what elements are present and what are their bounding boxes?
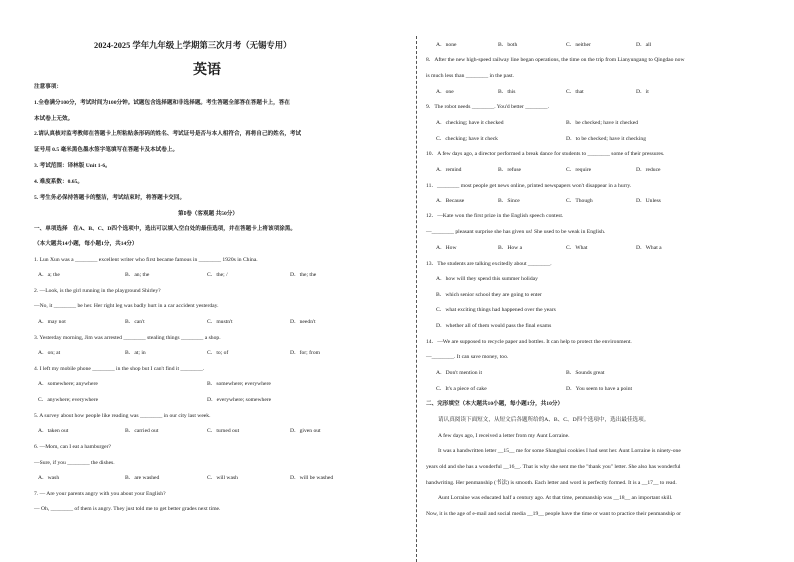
cloze-line: years old and she has a wonderful __16__. That is why she sent me the "thank you" letter. She also has wonderful: [426, 464, 681, 470]
option[interactable]: B．somewhere; everywhere: [207, 381, 271, 387]
part1-heading: 第Ⅰ卷（客观题 共50分）: [178, 211, 238, 217]
exam-title: 2024-2025 学年九年级上学期第三次月考（无锡专用）: [94, 41, 292, 50]
notes-heading: 注意事项：: [34, 84, 62, 90]
question-stem: 9．The robot needs ________. You'd better ________.: [426, 104, 549, 110]
question-stem: —Sure, if you ________ the dishes.: [34, 460, 115, 466]
cloze-line: Now, it is the age of e-mail and social media __19__ people have the time or want to practice their penmanship or: [426, 511, 682, 517]
option[interactable]: A．remind: [436, 167, 462, 173]
question-stem: 1. Lun Xun was a ________ excellent writer who first became famous in ________ 1920s in China.: [34, 257, 258, 263]
cloze-line: Aunt Lorraine was educated half a century ago. At that time, penmanship was __18__ an important skill.: [438, 495, 673, 501]
section-note: （本大题共14小题，每小题1分，共14分）: [34, 241, 138, 247]
question-stem: 5. A survey about how people like reading was ________ in our city last week.: [34, 413, 211, 419]
note-item: 1.全卷满分100分，考试时间为100分钟。试题包含选择题和非选择题。考生答题全部答在答题卡上，答在: [34, 100, 290, 106]
section-title: 一、单项选择 在A、B、C、D四个选项中，选出可以填入空白处的最佳选项，并在答题卡上将该项涂黑。: [34, 226, 296, 232]
option[interactable]: A．wash: [38, 475, 60, 481]
option[interactable]: A．how will they spend this summer holiday: [436, 276, 538, 282]
option[interactable]: C．require: [566, 167, 592, 173]
option[interactable]: D．reduce: [636, 167, 661, 173]
cloze-line: It was a handwritten letter __15__ me for some Shanghai cookies I had sent her. Aunt Lorraine is ninety-one: [438, 448, 681, 454]
option[interactable]: B．an; the: [125, 272, 150, 278]
question-stem: 11．________ most people get news online, printed newspapers won't disappear in a hurry.: [426, 183, 632, 189]
question-stem: 8．After the new high-speed railway line began operations, the time on the trip from Lianyungang to Qingdao now: [426, 57, 685, 63]
option[interactable]: C．It's a piece of cake: [436, 386, 487, 392]
option[interactable]: C．the; /: [207, 272, 228, 278]
option[interactable]: B．are washed: [125, 475, 160, 481]
option[interactable]: A．none: [436, 42, 457, 48]
option[interactable]: C．what exciting things had happened over the years: [436, 307, 556, 313]
option[interactable]: D．whether all of them would pass the final exams: [436, 323, 552, 329]
question-stem: 4. I left my mobile phone ________ in the shop but I can't find it ________.: [34, 366, 205, 372]
note-item: 证号用 0.5 毫米黑色墨水签字笔填写在答题卡及本试卷上。: [34, 147, 179, 153]
option[interactable]: A．one: [436, 89, 454, 95]
column-divider: [416, 36, 417, 562]
question-stem: —No, it ________ be her. Her right leg was badly hurt in a car accident yesterday.: [34, 303, 219, 309]
cloze-heading: 二、完形填空（本大题共10小题，每小题1分，共10分）: [426, 401, 564, 407]
option[interactable]: C．Though: [566, 198, 593, 204]
note-item: 3. 考试范围：译林版 Unit 1-6。: [34, 163, 111, 169]
option[interactable]: B．carried out: [125, 428, 159, 434]
option[interactable]: D．it: [636, 89, 649, 95]
option[interactable]: D．given out: [290, 428, 321, 434]
option[interactable]: A．a; the: [38, 272, 60, 278]
option[interactable]: C．neither: [566, 42, 591, 48]
note-item: 2.请认真核对监考教师在答题卡上所粘贴条形码的姓名、考试证号是否与本人相符合，再将自己的姓名，考试: [34, 131, 302, 137]
question-stem: is much less than ________ in the past.: [426, 73, 514, 79]
subject-title: 英语: [193, 63, 221, 78]
cloze-line: handwriting. Her penmanship (书法) is smooth. Each letter and word is perfectly formed. It is a __17__ to read.: [426, 480, 677, 486]
question-stem: 14．—We are supposed to recycle paper and bottles. It can help to protect the environment.: [426, 339, 632, 345]
option[interactable]: D．everywhere; somewhere: [207, 397, 272, 403]
option[interactable]: C．turned out: [207, 428, 240, 434]
option[interactable]: C．mustn't: [207, 319, 233, 325]
option[interactable]: B．be checked; have it checked: [566, 120, 639, 126]
question-stem: 3. Yesterday morning, Jim was arrested ________ stealing things ________ a shop.: [34, 335, 221, 341]
option[interactable]: B．which senior school they are going to enter: [436, 292, 542, 298]
option[interactable]: C．What: [566, 245, 588, 251]
option[interactable]: B．Sounds great: [566, 370, 605, 376]
question-stem: 2. —Look, is the girl running in the playground Shirley?: [34, 288, 161, 294]
option[interactable]: D．to be checked; have it checking: [566, 136, 646, 142]
option[interactable]: C．to; of: [207, 350, 229, 356]
note-item: 5. 考生务必保持答题卡的整洁，考试结束时，将答题卡交回。: [34, 195, 186, 201]
question-stem: 10．A few days ago, a director performed a break dance for students to ________ some of their pressures.: [426, 151, 665, 157]
question-stem: —________. It can save money, too.: [426, 354, 509, 360]
option[interactable]: D．will be washed: [290, 475, 334, 481]
option[interactable]: B．this: [498, 89, 516, 95]
option[interactable]: D．You seem to have a point: [566, 386, 633, 392]
option[interactable]: A．taken out: [38, 428, 69, 434]
note-item: 本试卷上无效。: [34, 116, 74, 122]
option[interactable]: D．What a: [636, 245, 662, 251]
option[interactable]: B．can't: [125, 319, 145, 325]
option[interactable]: B．How a: [498, 245, 523, 251]
question-stem: 13．The students are talking excitedly about ________.: [426, 261, 552, 267]
option[interactable]: A．Don't mention it: [436, 370, 483, 376]
option[interactable]: A．checking; have it checked: [436, 120, 504, 126]
option[interactable]: B．at; in: [125, 350, 146, 356]
option[interactable]: C．checking; have it check: [436, 136, 498, 142]
option[interactable]: D．needn't: [290, 319, 316, 325]
option[interactable]: A．may not: [38, 319, 66, 325]
option[interactable]: B．Since: [498, 198, 520, 204]
option[interactable]: C．that: [566, 89, 584, 95]
option[interactable]: D．for; from: [290, 350, 320, 356]
option[interactable]: D．the; the: [290, 272, 317, 278]
question-stem: — Oh, ________ of them is angry. They just told me to get better grades next time.: [34, 506, 221, 512]
option[interactable]: D．all: [636, 42, 652, 48]
note-item: 4. 难度系数：0.65。: [34, 179, 83, 185]
question-stem: 7. — Are your parents angry with you about your English?: [34, 491, 166, 497]
cloze-line: A few days ago, I received a letter from my Aunt Lorraine.: [438, 433, 570, 439]
question-stem: —________ pleasant surprise she has given us! She used to be weak in English.: [426, 229, 606, 235]
option[interactable]: B．both: [498, 42, 518, 48]
option[interactable]: C．anywhere; everywhere: [38, 397, 99, 403]
cloze-instruction: 请认真阅读下面短文，从短文后各题所给的A、B、C、D四个选项中，选出最佳选项。: [438, 417, 650, 423]
question-stem: 6. —Mom, can I eat a hamburger?: [34, 444, 111, 450]
option[interactable]: A．somewhere; anywhere: [38, 381, 98, 387]
option[interactable]: A．How: [436, 245, 457, 251]
option[interactable]: B．refuse: [498, 167, 521, 173]
question-stem: 12．—Kate won the first prize in the English speech contest.: [426, 213, 564, 219]
option[interactable]: A．Because: [436, 198, 465, 204]
option[interactable]: C．will wash: [207, 475, 238, 481]
option[interactable]: A．on; at: [38, 350, 61, 356]
option[interactable]: D．Unless: [636, 198, 661, 204]
